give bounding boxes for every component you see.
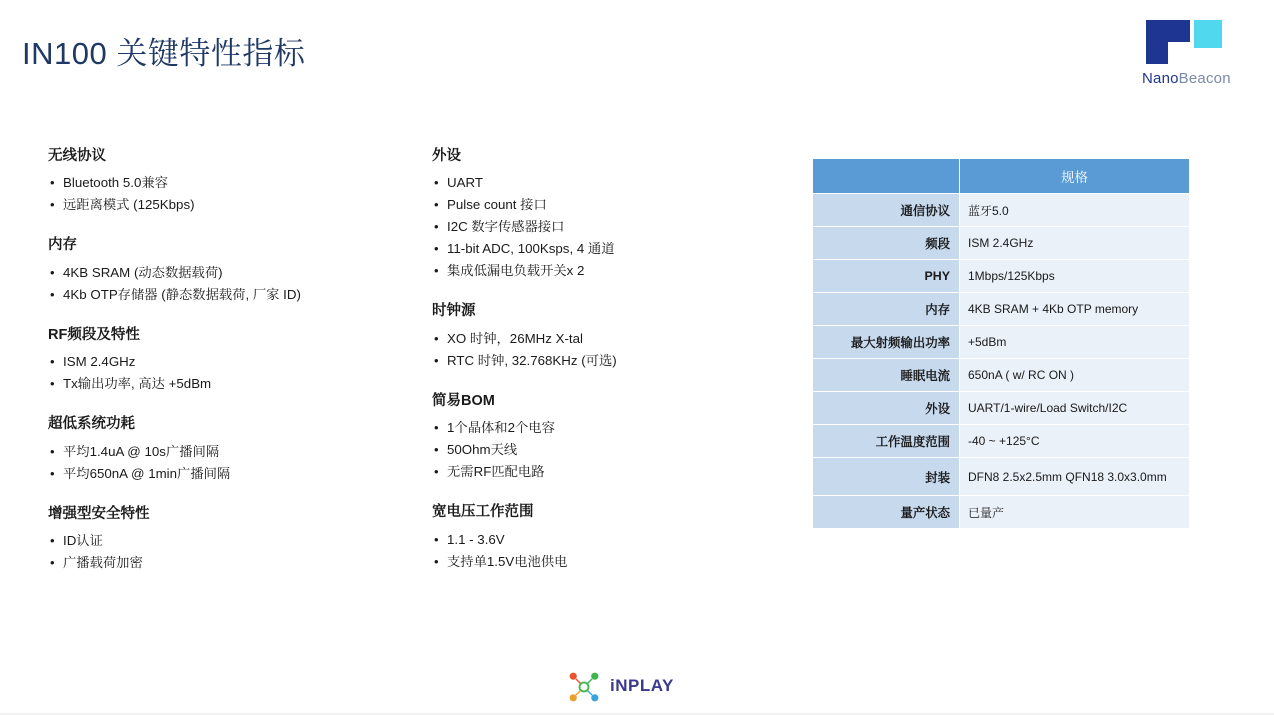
- list-item: • 支持单1.5V电池供电: [432, 551, 772, 573]
- logo-notch-icon: [1168, 42, 1190, 64]
- table-body: [813, 194, 1190, 529]
- table-cell-value: 4KB SRAM + 4Kb OTP memory: [960, 293, 1190, 326]
- list-item: • 集成低漏电负载开关x 2: [432, 260, 772, 282]
- feature-group-title: 超低系统功耗: [48, 416, 135, 433]
- feature-group: [48, 237, 378, 305]
- table-row: [813, 392, 1190, 425]
- table-cell-value: 蓝牙5.0: [960, 194, 1190, 227]
- feature-group: [48, 506, 378, 574]
- feature-list: [48, 351, 378, 395]
- feature-list: [48, 530, 378, 574]
- table-cell-label: 外设: [813, 392, 960, 425]
- list-item: • 50Ohm天线: [432, 439, 772, 461]
- list-item: • I2C 数字传感器接口: [432, 216, 772, 238]
- page-title: IN100 关键特性指标: [22, 36, 306, 71]
- feature-group: [48, 327, 378, 395]
- list-item: • 4KB SRAM (动态数据载荷): [48, 262, 378, 284]
- table-cell-label: 工作温度范围: [813, 425, 960, 458]
- list-item: • 平均1.4uA @ 10s广播间隔: [48, 441, 378, 463]
- feature-list: [48, 172, 378, 216]
- table-cell-label: 最大射频输出功率: [813, 326, 960, 359]
- table-cell-label: 通信协议: [813, 194, 960, 227]
- feature-column-left: [48, 148, 378, 574]
- list-item: • 广播载荷加密: [48, 552, 378, 574]
- inplay-wordmark: iNPLAY: [610, 676, 674, 695]
- logo-wordmark: [1142, 70, 1231, 87]
- feature-list: [432, 417, 772, 483]
- feature-group: [432, 148, 772, 282]
- table-cell-label: 频段: [813, 227, 960, 260]
- table-cell-label: 睡眠电流: [813, 359, 960, 392]
- table-cell-value: 1Mbps/125Kbps: [960, 260, 1190, 293]
- table-header-spec: 规格: [960, 159, 1190, 194]
- table-row: [813, 227, 1190, 260]
- table-cell-label: PHY: [813, 260, 960, 293]
- table-cell-value: -40 ~ +125°C: [960, 425, 1190, 458]
- table-row: [813, 496, 1190, 529]
- table-row: [813, 260, 1190, 293]
- feature-group: [432, 504, 772, 572]
- feature-group: [48, 416, 378, 484]
- list-item: • Pulse count 接口: [432, 194, 772, 216]
- feature-list: [48, 441, 378, 485]
- table-cell-value: 650nA ( w/ RC ON ): [960, 359, 1190, 392]
- list-item: • ISM 2.4GHz: [48, 351, 378, 373]
- table-row: [813, 293, 1190, 326]
- table-cell-value: +5dBm: [960, 326, 1190, 359]
- table-cell-label: 量产状态: [813, 496, 960, 529]
- feature-group-title: 增强型安全特性: [48, 505, 150, 522]
- feature-list: [432, 529, 772, 573]
- feature-list: [48, 262, 378, 306]
- table-row: [813, 359, 1190, 392]
- table-row: [813, 194, 1190, 227]
- list-item: • UART: [432, 172, 772, 194]
- feature-group-title: 外设: [432, 148, 461, 164]
- table-cell-value: ISM 2.4GHz: [960, 227, 1190, 260]
- feature-column-right: [432, 148, 772, 573]
- list-item: • ID认证: [48, 530, 378, 552]
- list-item: • 平均650nA @ 1min广播间隔: [48, 463, 378, 485]
- table-cell-value: 已量产: [960, 496, 1190, 529]
- table-head: [813, 159, 1190, 194]
- inplay-footer-logo: [566, 667, 706, 705]
- list-item: • 无需RF匹配电路: [432, 461, 772, 483]
- table-header-row: [813, 159, 1190, 194]
- table-cell-label: 内存: [813, 293, 960, 326]
- list-item: • RTC 时钟, 32.768KHz (可选): [432, 350, 772, 372]
- feature-group-title: 简易BOM: [432, 392, 495, 409]
- table-cell-label: 封装: [813, 458, 960, 496]
- feature-group: [432, 393, 772, 483]
- feature-group: [48, 148, 378, 216]
- table-cell-value: DFN8 2.5x2.5mm QFN18 3.0x3.0mm: [960, 458, 1190, 496]
- inplay-mark-icon: [566, 669, 602, 705]
- list-item: • XO 时钟，26MHz X-tal: [432, 328, 772, 350]
- feature-list: [432, 328, 772, 372]
- feature-group-title: 宽电压工作范围: [432, 504, 534, 521]
- table-cell-value: UART/1-wire/Load Switch/I2C: [960, 392, 1190, 425]
- table-header-blank: [813, 159, 960, 194]
- list-item: • 4Kb OTP存储器 (静态数据载荷, 厂家 ID): [48, 284, 378, 306]
- table-row: [813, 425, 1190, 458]
- spec-table: [812, 158, 1190, 529]
- logo-word-beacon: Beacon: [1178, 70, 1231, 87]
- feature-group-title: RF频段及特性: [48, 326, 140, 343]
- list-item: • Bluetooth 5.0兼容: [48, 172, 378, 194]
- feature-group-title: 时钟源: [432, 303, 476, 320]
- list-item: • 1.1 - 3.6V: [432, 529, 772, 551]
- feature-group: [432, 303, 772, 371]
- list-item: • Tx输出功率, 高达 +5dBm: [48, 373, 378, 395]
- logo-word-nano: Nano: [1142, 70, 1179, 87]
- nanobeacon-logo: [1142, 12, 1246, 92]
- feature-list: [432, 172, 772, 282]
- list-item: • 1个晶体和2个电容: [432, 417, 772, 439]
- list-item: • 远距离模式 (125Kbps): [48, 194, 378, 216]
- list-item: • 11-bit ADC, 100Ksps, 4 通道: [432, 238, 772, 260]
- logo-cyan-square-icon: [1194, 20, 1222, 48]
- feature-group-title: 内存: [48, 237, 77, 254]
- table-row: [813, 326, 1190, 359]
- feature-group-title: 无线协议: [48, 148, 106, 164]
- table-row: [813, 458, 1190, 496]
